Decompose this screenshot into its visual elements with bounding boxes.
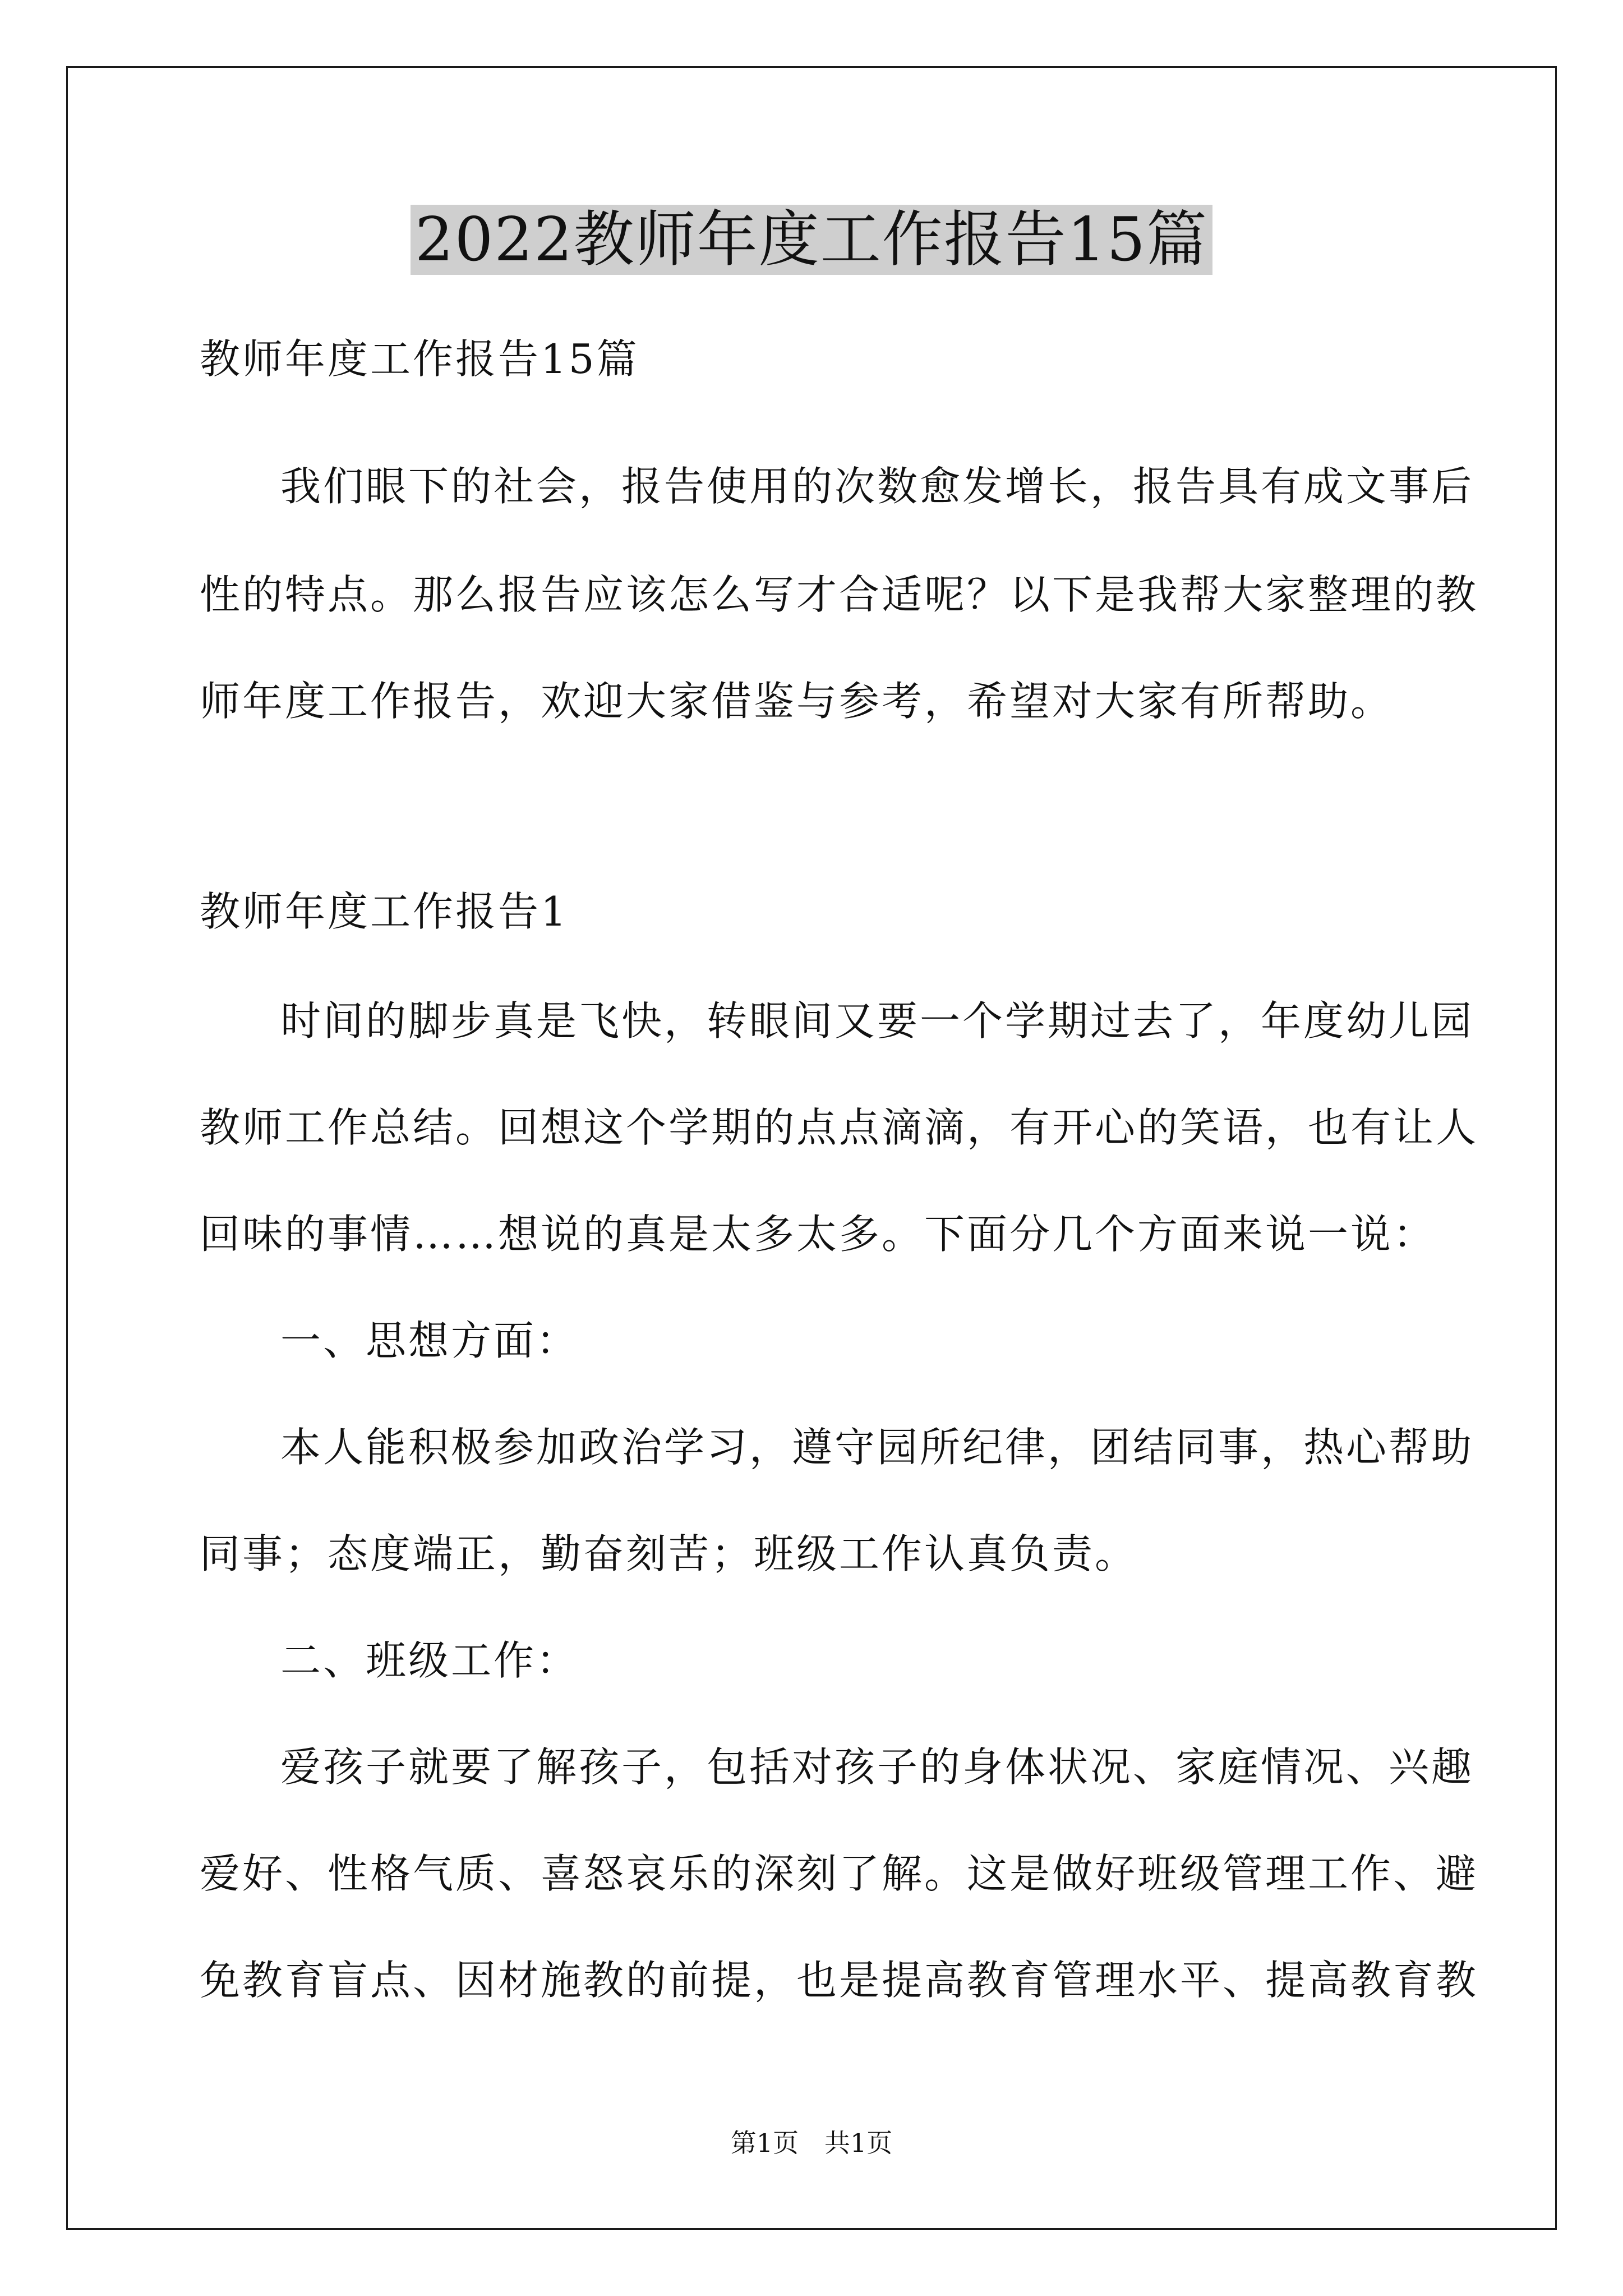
para1-line-1: 时间的脚步真是飞快，转眼间又要一个学期过去了，年度幼儿园: [280, 997, 1474, 1045]
subheading-thought: 一、思想方面：: [280, 1317, 579, 1364]
para1-line-2: 教师工作总结。回想这个学期的点点滴滴，有开心的笑语，也有让人: [200, 1104, 1479, 1151]
para3-line-1: 爱孩子就要了解孩子，包括对孩子的身体状况、家庭情况、兴趣: [280, 1743, 1474, 1791]
para2-line-2: 同事；态度端正，勤奋刻苦；班级工作认真负责。: [200, 1530, 1138, 1577]
subheading-class-work: 二、班级工作：: [280, 1637, 579, 1684]
intro-line-2: 性的特点。那么报告应该怎么写才合适呢？以下是我帮大家整理的教: [200, 571, 1479, 618]
intro-line-1: 我们眼下的社会，报告使用的次数愈发增长，报告具有成文事后: [280, 463, 1474, 510]
title-text: 2022教师年度工作报告15篇: [411, 205, 1212, 275]
intro-line-3: 师年度工作报告，欢迎大家借鉴与参考，希望对大家有所帮助。: [200, 678, 1394, 725]
page-footer: 第1页 共1页: [730, 2128, 893, 2158]
section-heading-main: 教师年度工作报告15篇: [200, 335, 639, 383]
document-title: [0, 201, 1623, 279]
para3-line-2: 爱好、性格气质、喜怒哀乐的深刻了解。这是做好班级管理工作、避: [200, 1850, 1479, 1897]
para3-line-3: 免教育盲点、因材施教的前提，也是提高教育管理水平、提高教育教: [200, 1957, 1479, 2004]
section-heading-report-1: 教师年度工作报告1: [200, 888, 569, 935]
para1-line-3: 回味的事情……想说的真是太多太多。下面分几个方面来说一说：: [200, 1211, 1436, 1258]
para2-line-1: 本人能积极参加政治学习，遵守园所纪律，团结同事，热心帮助: [280, 1424, 1474, 1471]
